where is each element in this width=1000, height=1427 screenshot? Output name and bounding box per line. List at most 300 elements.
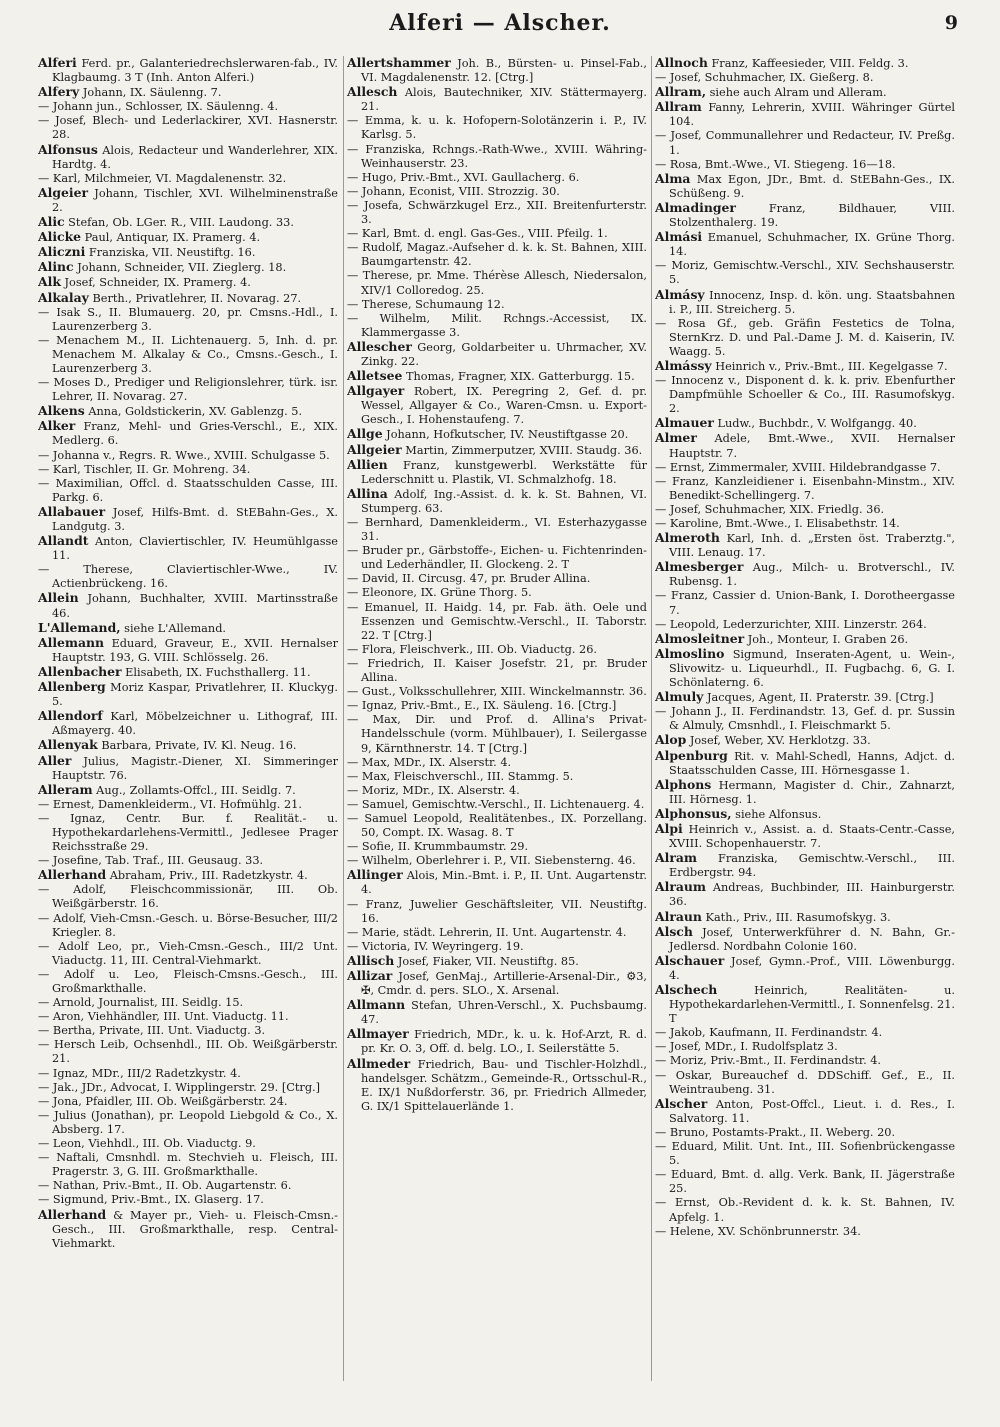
directory-entry [655,201,955,230]
entry-details: — Jakob, Kaufmann, II. Ferdinandstr. 4. [655,1026,883,1040]
directory-entry [38,291,338,306]
entry-surname: Allien [347,456,388,472]
entry-details: Andreas, Buchbinder, III. Hainburgerstr. 36. [669,881,955,909]
directory-entry [347,854,647,868]
entry-details: Anton, Claviertischler, IV. Heumühlgasse 11. [52,535,338,563]
entry-details: — David, II. Circusg. 47, pr. Bruder Allina. [347,572,591,586]
entry-details: Heinrich v., Assist. a. d. Staats-Centr.-Casse, XVIII. Schopenhauerstr. 7. [669,822,955,851]
directory-entry [38,376,338,404]
entry-surname: Allgeier [347,441,402,457]
entry-details: Friedrich, MDr., k. u. k. Hof-Arzt, R. d. pr. Kr. O. 3, Off. d. belg. LO., I. Seilerstätte 5. [361,1028,647,1056]
directory-entry [38,783,338,798]
entry-surname: Alphons [655,776,712,792]
entry-details: Elisabeth, IX. Fuchsthallerg. 11. [125,665,311,679]
entry-details: — Sofie, II. Krummbaumstr. 29. [347,840,529,854]
directory-entry [38,709,338,738]
directory-entry [38,114,338,142]
entry-details: Joh., Monteur, I. Graben 26. [747,632,909,646]
directory-entry [38,419,338,448]
directory-entry [38,1095,338,1109]
entry-surname: Allram [655,99,702,115]
directory-entry [655,531,955,560]
entry-details: — Emma, k. u. k. Hofopern-Solotänzerin i. P., IV. Karlsg. 5. [347,114,647,142]
entry-surname: Allge [347,426,383,442]
entry-details: — Franz, Cassier d. Union-Bank, I. Dorotheergasse 7. [655,589,955,617]
directory-entry [38,1081,338,1095]
entry-details: Josef, Unterwerkführer d. N. Bahn, Gr.-Jedlersd. Nordbahn Colonie 160. [669,925,955,953]
entry-details: — Eleonore, IX. Grüne Thorg. 5. [347,586,532,600]
entry-details: — Ignaz, MDr., III/2 Radetzkystr. 4. [38,1066,241,1080]
directory-entry [347,427,647,442]
entry-surname: Allnoch [655,56,708,70]
entry-details: Adolf, Ing.-Assist. d. k. k. St. Bahnen, VI. Stumperg. 63. [361,487,647,515]
entry-details: Rit. v. Mahl-Schedl, Hanns, Adjct. d. Staatsschulden Casse, III. Hörnesgasse 1. [669,749,955,777]
directory-entry [38,680,338,709]
entry-surname: Alinc [38,259,74,275]
entry-details: Moriz Kaspar, Privatlehrer, II. Kluckyg. 5. [52,681,338,709]
directory-entry [655,475,955,503]
entry-details: Stefan, Uhren-Verschl., X. Puchsbaumg. 47. [361,999,647,1027]
directory-entry [655,778,955,807]
directory-entry [655,807,955,822]
directory-entry [38,1193,338,1207]
directory-entry [347,770,647,784]
directory-entry [38,230,338,245]
entry-details: — Menachem M., II. Lichtenauerg. 5, Inh. d. pr. Menachem M. Alkalay & Co., Cmsns.-Gesch., I. Laurenzerberg 3. [38,333,338,375]
entry-details: Sigmund, Inseraten-Agent, u. Wein-, Slivowitz- u. Liqueurhdl., II. Fugbachg. 6, G. I. Schönlaterng. 6. [669,647,955,690]
entry-details: — Therese, Claviertischler-Wwe., IV. Actienbrückeng. 16. [38,563,338,591]
entry-details: Alois, Redacteur und Wanderlehrer, XIX. Hardtg. 4. [52,143,338,171]
entry-details: — Aron, Viehhändler, III. Unt. Viaductg. 11. [38,1010,289,1024]
entry-surname: Allram, [655,84,707,100]
directory-entry [347,298,647,312]
entry-surname: Almoslino [655,645,725,661]
entry-surname: Allenberg [38,679,106,695]
directory-entry [38,463,338,477]
entry-surname: Alschauer [655,952,725,968]
entry-details: Johann, Tischler, XVI. Wilhelminenstraße 2. [52,186,338,214]
entry-details: Johann, Buchhalter, XVIII. Martinsstraße 46. [52,592,338,620]
directory-entry [38,940,338,968]
directory-entry [655,1026,955,1040]
directory-entry [655,560,955,589]
entry-details: Franz, Mehl- und Gries-Verschl., E., XIX. Medlerg. 6. [52,420,338,448]
directory-entry [347,798,647,812]
entry-details: — Therese, Schumaung 12. [347,297,505,311]
directory-entry [347,143,647,171]
entry-details: — Ignaz, Priv.-Bmt., E., IX. Säuleng. 16. [Ctrg.] [347,699,617,713]
directory-entry [347,516,647,544]
entry-details: Franziska, VII. Neustiftg. 16. [88,246,256,260]
entry-details: — Leopold, Lederzurichter, XIII. Linzerstr. 264. [655,617,927,631]
entry-surname: Alma [655,170,691,186]
entry-details: — Karoline, Bmt.-Wwe., I. Elisabethstr. 14. [655,517,900,530]
entry-surname: Alletsee [347,368,403,384]
entry-details: — Franz, Juwelier Geschäftsleiter, VII. Neustiftg. 16. [347,897,647,925]
entry-surname: Allmayer [347,1026,409,1042]
entry-surname: Alphonsus, [655,805,732,821]
entry-details: Josef, Gymn.-Prof., VIII. Löwenburgg. 4. [669,954,955,982]
directory-entry [655,1054,955,1068]
entry-details: — Adolf, Fleischcommissionär, III. Ob. Weißgärberstr. 16. [38,883,338,911]
entry-details: — Johann J., II. Ferdinandstr. 13, Gef. d. pr. Sussin & Almuly, Cmsnhdl., I. Fleischmarkt 5. [655,705,955,733]
entry-surname: Almásy [655,286,705,302]
directory-entry [347,926,647,940]
entry-details: — Adolf, Vieh-Cmsn.-Gesch. u. Börse-Besucher, III/2 Kriegler. 8. [38,911,338,939]
entry-details: — Wilhelm, Milit. Rchngs.-Accessist, IX. Klammergasse 3. [347,311,647,339]
entry-surname: Almadinger [655,199,736,215]
entry-surname: Alram [655,850,697,866]
entry-surname: Allemann [38,634,105,650]
directory-entry [38,1010,338,1024]
entry-details: Josef, Schneider, IX. Pramerg. 4. [64,276,251,290]
entry-details: Johann, Schneider, VII. Zieglerg. 18. [77,261,287,275]
directory-entry [655,359,955,374]
entry-details: Hermann, Magister d. Chir., Zahnarzt, III. Hörnesg. 1. [669,778,955,806]
directory-entry [38,404,338,419]
directory-entry [655,503,955,517]
directory-entry [655,158,955,172]
directory-entry [655,71,955,85]
entry-surname: Alpenburg [655,747,728,763]
entry-details: — Bernhard, Damenkleiderm., VI. Esterhazygasse 31. [347,516,647,544]
directory-entry [38,275,338,290]
directory-entry [655,317,955,359]
entry-surname: Allerhand [38,867,107,883]
entry-details: Josef, Fiaker, VII. Neustiftg. 85. [397,954,579,968]
directory-entry [347,713,647,755]
entry-surname: Alkalay [38,289,89,305]
entry-surname: Almási [655,229,703,245]
entry-surname: Alic [38,214,65,230]
entry-details: — Sigmund, Priv.-Bmt., IX. Glaserg. 17. [38,1193,264,1207]
entry-surname: Alker [38,418,76,434]
directory-entry [38,1179,338,1193]
entry-details: Josef, Hilfs-Bmt. d. StEBahn-Ges., X. Landgutg. 3. [52,505,338,533]
entry-details: — Arnold, Journalist, III. Seidlg. 15. [38,996,244,1010]
directory-entry [655,1069,955,1097]
directory-entry [38,1109,338,1137]
entry-details: — Bertha, Private, III. Unt. Viaductg. 3. [38,1024,266,1038]
directory-entry [655,647,955,690]
entry-details: Stefan, Ob. LGer. R., VIII. Laudong. 33. [68,216,294,230]
entry-details: — Ernest, Damenkleiderm., VI. Hofmühlg. 21. [38,797,302,811]
directory-entry [38,968,338,996]
directory-entry [38,260,338,275]
directory-entry [347,898,647,926]
directory-entry [347,340,647,369]
entry-details: — Moriz, MDr., IX. Alserstr. 4. [347,783,520,797]
directory-entry [38,621,338,636]
entry-surname: Alkens [38,403,85,419]
directory-entry [347,699,647,713]
directory-entry [655,230,955,259]
entry-details: — Ernst, Zimmermaler, XVIII. Hildebrandgasse 7. [655,460,941,474]
directory-entry [38,1038,338,1066]
entry-surname: Alsch [655,923,693,939]
directory-entry [347,199,647,227]
entry-details: — Eduard, Milit. Unt. Int., III. Sofienbrückengasse 5. [655,1140,955,1168]
entry-details: Franz, Kaffeesieder, VIII. Feldg. 3. [711,57,909,70]
entry-details: — Bruno, Postamts-Prakt., II. Weberg. 20. [655,1125,896,1139]
entry-details: Johann, Hofkutscher, IV. Neustiftgasse 20. [386,428,629,442]
directory-entry [347,954,647,969]
entry-details: Eduard, Graveur, E., XVII. Hernalser Hauptstr. 193, G. VIII. Schlösselg. 26. [52,636,338,664]
entry-surname: Alraum [655,879,706,895]
entry-surname: Allenbacher [38,663,122,679]
column-2 [347,56,647,1416]
entry-surname: Alfery [38,84,80,100]
entry-details: — Samuel Leopold, Realitätenbes., IX. Porzellang. 50, Compt. IX. Wasag. 8. T [347,811,647,840]
directory-entry [347,384,647,427]
directory-entry [655,1225,955,1239]
directory-entry [655,288,955,317]
entry-details: — Leon, Viehhdl., III. Ob. Viaductg. 9. [38,1137,256,1151]
directory-entry [347,969,647,998]
entry-details: Barbara, Private, IV. Kl. Neug. 16. [101,739,297,753]
column-1 [38,56,338,1416]
directory-entry [347,171,647,185]
directory-entry [38,245,338,260]
entry-details: Franz, Bildhauer, VIII. Stolzenthalerg. 19. [669,201,955,230]
entry-details: — Franz, Kanzleidiener i. Eisenbahn-Minstm., XIV. Benedikt-Schellingerg. 7. [655,474,955,502]
entry-details: — Nathan, Priv.-Bmt., II. Ob. Augartenstr. 6. [38,1179,292,1193]
entry-details: Kath., Priv., III. Rasumofskyg. 3. [705,910,891,924]
entry-details: — Max, Dir. und Prof. d. Allina's Privat-Handelsschule (vorm. Mühlbauer), I. Seilergasse 9, Kärnthnerstr. 14. T [Ctrg.] [347,713,647,755]
directory-entry [347,56,647,85]
entry-details: — Jak., JDr., Advocat, I. Wipplingerstr. 29. [Ctrg.] [38,1080,321,1094]
directory-entry [655,416,955,431]
entry-surname: Alscher [655,1095,708,1111]
directory-entry [347,241,647,269]
entry-details: — Gust., Volksschullehrer, XIII. Winckelmannstr. 36. [347,685,647,699]
directory-entry [38,798,338,812]
directory-entry [655,129,955,157]
entry-details: — Maximilian, Offcl. d. Staatsschulden Casse, III. Parkg. 6. [38,476,338,504]
directory-entry [347,487,647,516]
entry-surname: Algeier [38,184,88,200]
entry-details: Josef, GenMaj., Artillerie-Arsenal-Dir., ⚙3, ✠, Cmdr. d. pers. SLO., X. Arsenal. [361,970,647,998]
entry-details: — Josefine, Tab. Traf., III. Geusaug. 33. [38,854,264,868]
entry-surname: Almer [655,430,697,446]
entry-details: — Eduard, Bmt. d. allg. Verk. Bank, II. Jägerstraße 25. [655,1168,955,1196]
directory-entry [655,880,955,909]
directory-entry [347,1057,647,1114]
entry-details: — Josefa, Schwärzkugel Erz., XII. Breitenfurterstr. 3. [347,198,647,227]
entry-details: — Johann jun., Schlosser, IX. Säulenng. 4. [38,100,279,114]
entry-details: — Johanna v., Regrs. R. Wwe., XVIII. Schulgasse 5. [38,448,330,462]
entry-details: — Samuel, Gemischtw.-Verschl., II. Lichtenauerg. 4. [347,797,645,811]
entry-details: — Rosa Gf., geb. Gräfin Festetics de Tolna, SternKrz. D. und Pal.-Dame J. M. d. Kaiserin, IV. Waagg. 5. [655,316,955,358]
entry-details: Aug., Zollamts-Offcl., III. Seidlg. 7. [96,783,296,797]
entry-details: — Flora, Fleischverk., III. Ob. Viaductg. 26. [347,642,597,656]
directory-entry [38,477,338,505]
entry-surname: Alicke [38,229,82,245]
entry-details: Friedrich, Bau- und Tischler-Holzhdl., handelsger. Schätzm., Gemeinde-R., Ortsschul-R., E. IX/1 Nußdorferstr. 36, pr. Friedrich Allmeder, G. IX/1 Spittelauerlände 1. [361,1057,647,1113]
entry-surname: Almosleitner [655,630,745,646]
entry-surname: Aller [38,752,72,768]
entry-details: — Therese, pr. Mme. Thérèse Allesch, Niedersalon, XIV/1 Colloredog. 25. [347,269,647,297]
entry-details: siehe auch Alram und Alleram. [709,86,887,100]
entry-details: — Josef, Blech- und Lederlackirer, XVI. Hasnerstr. 28. [38,114,338,142]
directory-entry [38,883,338,911]
entry-details: — Helene, XV. Schönbrunnerstr. 34. [655,1224,861,1238]
directory-entry [347,544,647,572]
entry-details: — Josef, MDr., I. Rudolfsplatz 3. [655,1040,838,1054]
entry-details: — Adolf Leo, pr., Vieh-Cmsn.-Gesch., III/2 Unt. Viaductg. 11, III. Central-Viehmarkt. [38,939,338,967]
directory-entry [655,1196,955,1224]
directory-entry [655,461,955,475]
entry-details: — Naftali, Cmsnhdl. m. Stechvieh u. Fleisch, III. Pragerstr. 3, G. III. Großmarkthalle. [38,1151,338,1179]
directory-entry [655,632,955,647]
entry-surname: Aliczni [38,244,86,260]
entry-details: — Josef, Schuhmacher, XIX. Friedlg. 36. [655,502,885,516]
entry-surname: Allein [38,590,79,606]
directory-entry [38,449,338,463]
directory-entry [347,269,647,297]
directory-entry [655,85,955,100]
directory-entry [655,100,955,129]
entry-surname: Alferi [38,56,77,70]
directory-entry [655,822,955,851]
directory-entry [347,369,647,384]
entry-details: Georg, Goldarbeiter u. Uhrmacher, XV. Zinkg. 22. [361,340,647,368]
entry-details: Alois, Min.-Bmt. i. P., II. Unt. Augartenstr. 4. [361,869,647,897]
directory-entry [655,733,955,748]
directory-entry [38,996,338,1010]
entry-surname: Alleram [38,781,93,797]
directory-entry [347,572,647,586]
directory-entry [655,925,955,954]
directory-entry [655,618,955,632]
directory-entry [38,186,338,215]
directory-entry [655,517,955,531]
entry-surname: L'Allemand, [38,619,121,635]
directory-entry [655,690,955,705]
directory-entry [655,431,955,460]
entry-surname: Alfonsus [38,141,98,157]
entry-details: Josef, Weber, XV. Herklotzg. 33. [689,734,871,748]
directory-entry [655,259,955,287]
entry-details: — Karl, Milchmeier, VI. Magdalenenstr. 32. [38,171,287,185]
directory-entry [38,636,338,665]
column-divider [651,56,652,1381]
entry-details: — Karl, Tischler, II. Gr. Mohreng. 34. [38,462,251,476]
entry-details: — Moriz, Gemischtw.-Verschl., XIV. Sechshauserstr. 5. [655,259,955,287]
page-title: Alferi — Alscher. [389,10,611,36]
entry-details: — Bruder pr., Gärbstoffe-, Eichen- u. Fichtenrinden- und Lederhändler, II. Glockeng. 2. T [347,544,647,572]
directory-entry [38,534,338,563]
directory-entry [38,1151,338,1179]
entry-surname: Allabauer [38,503,106,519]
directory-entry [38,100,338,114]
directory-entry [347,840,647,854]
directory-entry [655,983,955,1026]
directory-entry [38,754,338,783]
entry-details: Innocenz, Insp. d. kön. ung. Staatsbahnen i. P., III. Streicherg. 5. [669,288,955,316]
directory-entry [38,563,338,591]
entry-details: — Karl, Bmt. d. engl. Gas-Ges., VIII. Pfeilg. 1. [347,227,608,241]
entry-details: Robert, IX. Peregring 2, Gef. d. pr. Wessel, Allgayer & Co., Waren-Cmsn. u. Export-Gesch., I. Hohenstaufeng. 7. [361,385,647,427]
entry-details: & Mayer pr., Vieh- u. Fleisch-Cmsn.-Gesch., III. Großmarkthalle, resp. Central-Viehmarkt. [52,1208,338,1250]
directory-entry [347,685,647,699]
directory-entry [347,812,647,840]
entry-surname: Alschech [655,982,718,997]
directory-entry [655,589,955,617]
entry-details: Joh. B., Bürsten- u. Pinsel-Fab., VI. Magdalenenstr. 12. [Ctrg.] [361,57,647,85]
directory-entry [38,85,338,100]
entry-surname: Almuly [655,689,704,705]
directory-entry [655,910,955,925]
entry-surname: Allisch [347,952,395,968]
directory-entry [655,374,955,416]
entry-details: — Friedrich, II. Kaiser Josefstr. 21, pr. Bruder Allina. [347,656,647,685]
entry-surname: Allertshammer [347,56,451,70]
entry-details: Emanuel, Schuhmacher, IX. Grüne Thorg. 14. [669,231,955,259]
entry-details: Martin, Zimmerputzer, XVIII. Staudg. 36. [405,443,643,457]
entry-details: Franziska, Gemischtw.-Verschl., III. Erdbergstr. 94. [669,852,955,880]
entry-details: Johann, IX. Säulenng. 7. [82,86,222,100]
entry-surname: Alraun [655,908,702,924]
entry-details: Anna, Goldstickerin, XV. Gablenzg. 5. [88,405,303,419]
entry-details: — Victoria, IV. Weyringerg. 19. [347,939,524,953]
directory-entry [347,312,647,340]
entry-surname: Allescher [347,338,412,354]
entry-details: Karl, Inh. d. „Ersten öst. Traberztg.", VIII. Lenaug. 17. [669,532,955,560]
entry-details: — Isak S., II. Blumauerg. 20, pr. Cmsns.-Hdl., I. Laurenzerberg 3. [38,305,338,333]
entry-details: — Franziska, Rchngs.-Rath-Wwe., XVIII. Währing-Weinhauserstr. 23. [347,142,647,170]
entry-details: Franz, kunstgewerbl. Werkstätte für Lederschnitt u. Plastik, VI. Schmalzhofg. 18. [361,458,647,486]
directory-entry [38,505,338,534]
entry-details: Fanny, Lehrerin, XVIII. Währinger Gürtel 104. [669,101,955,129]
directory-entry [347,443,647,458]
entry-details: — Moriz, Priv.-Bmt., II. Ferdinandstr. 4. [655,1054,882,1068]
directory-entry [347,868,647,897]
directory-entry [38,334,338,376]
entry-details: — Oskar, Bureauchef d. DDSchiff. Gef., E., II. Weintraubeng. 31. [655,1068,955,1096]
entry-details: — Emanuel, II. Haidg. 14, pr. Fab. äth. Oele und Essenzen und Gemischtw.-Verschl., II. Taborstr. 22. T [Ctrg.] [347,600,647,642]
entry-surname: Allenyak [38,737,98,753]
directory-entry [38,868,338,883]
entry-surname: Allgayer [347,383,405,399]
entry-details: — Moses D., Prediger und Religionslehrer, türk. isr. Lehrer, II. Novarag. 27. [38,376,338,404]
entry-details: Aug., Milch- u. Brotverschl., IV. Rubensg. 1. [669,561,955,589]
entry-surname: Allizar [347,968,393,983]
page-number: 9 [944,12,958,34]
entry-details: — Rudolf, Magaz.-Aufseher d. k. k. St. Bahnen, XIII. Baumgartenstr. 42. [347,241,647,269]
entry-details: — Ignaz, Centr. Bur. f. Realität.- u. Hypothekardarlehens-Vermittl., Jedlesee Prager Reichsstraße 29. [38,811,338,854]
directory-entry [347,114,647,142]
entry-details: Thomas, Fragner, XIX. Gatterburgg. 15. [405,370,635,384]
entry-details: Heinrich, Realitäten- u. Hypothekardarlehen-Vermittl., I. Sonnenfelsg. 21. T [669,984,955,1026]
entry-details: Jacques, Agent, II. Praterstr. 39. [Ctrg.] [706,691,934,705]
entry-details: — Adolf u. Leo, Fleisch-Cmsns.-Gesch., III. Großmarkthalle. [38,967,338,995]
directory-entry [38,172,338,186]
directory-entry [38,306,338,334]
entry-details: Abraham, Priv., III. Radetzkystr. 4. [109,869,308,883]
entry-details: Ludw., Buchbdr., V. Wolfgangg. 40. [717,417,917,431]
entry-details: — Ernst, Ob.-Revident d. k. k. St. Bahnen, IV. Apfelg. 1. [655,1196,955,1224]
directory-entry [655,749,955,778]
directory-entry [38,1024,338,1038]
directory-entry [38,1137,338,1151]
entry-surname: Almauer [655,415,714,431]
entry-details: — Julius (Jonathan), pr. Leopold Liebgold & Co., X. Absberg. 17. [38,1108,338,1136]
directory-entry [347,185,647,199]
directory-entry [655,1126,955,1140]
entry-surname: Alpi [655,820,683,836]
directory-entry [38,143,338,172]
